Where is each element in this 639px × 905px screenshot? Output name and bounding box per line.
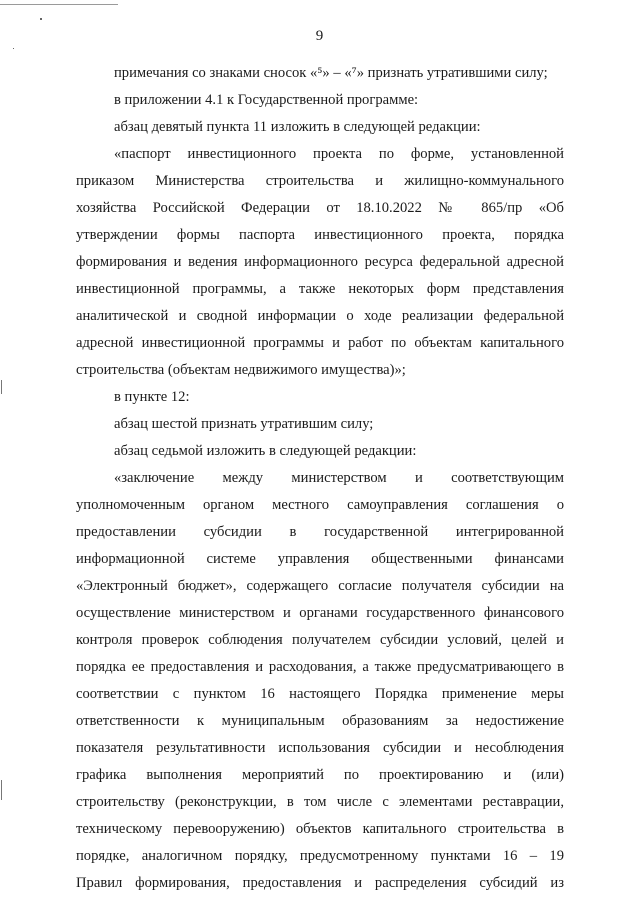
text-line: соответствии с пунктом 16 настоящего Порядка применение меры	[76, 686, 564, 702]
text-line: утверждении формы паспорта инвестиционного проекта, порядка	[76, 227, 564, 243]
left-margin-mark	[1, 780, 2, 800]
text-line: предоставлении субсидии в государственной интегрированной	[76, 524, 564, 540]
text-line: в пункте 12:	[114, 389, 190, 405]
text-line: техническому перевооружению) объектов капитального строительства в	[76, 821, 564, 837]
text-line: абзац седьмой изложить в следующей редакции:	[114, 443, 417, 459]
text-line: Правил формирования, предоставления и распределения субсидий из	[76, 875, 564, 891]
text-line: приказом Министерства строительства и жилищно-коммунального	[76, 173, 564, 189]
text-line: адресной инвестиционной программы и работ по объектам капитального	[76, 335, 564, 351]
text-line: строительства (объектам недвижимого имущества)»;	[76, 362, 406, 378]
document-body	[76, 60, 564, 897]
text-line: графика выполнения мероприятий по проектированию и (или)	[76, 767, 564, 783]
scan-speck	[13, 48, 14, 49]
text-line: порядка ее предоставления и расходования, а также предусматривающего в	[76, 659, 564, 675]
text-line: аналитической и сводной информации о ходе реализации федеральной	[76, 308, 564, 324]
text-line: информационной системе управления общественными финансами	[76, 551, 564, 567]
page-number: 9	[315, 28, 324, 44]
text-line: «заключение между министерством и соответствующим	[114, 470, 564, 486]
text-line: «паспорт инвестиционного проекта по форме, установленной	[114, 146, 564, 162]
text-line: строительству (реконструкции, в том числе с элементами реставрации,	[76, 794, 564, 810]
text-line: контроля проверок соблюдения получателем субсидии условий, целей и	[76, 632, 564, 648]
scan-speck	[40, 18, 42, 20]
text-line: абзац шестой признать утратившим силу;	[114, 416, 374, 432]
text-line: в приложении 4.1 к Государственной программе:	[114, 92, 419, 108]
text-line: примечания со знаками сносок «⁵» – «⁷» признать утратившими силу;	[114, 65, 548, 81]
text-line: порядке, аналогичном порядку, предусмотренному пунктами 16 – 19	[76, 848, 564, 864]
text-line: ответственности к муниципальным образованиям за недостижение	[76, 713, 564, 729]
text-line: хозяйства Российской Федерации от 18.10.2022 № 865/пр «Об	[76, 200, 564, 216]
text-line: формирования и ведения информационного ресурса федеральной адресной	[76, 254, 564, 270]
left-margin-mark	[1, 380, 2, 394]
text-line: инвестиционной программы, а также некоторых форм представления	[76, 281, 564, 297]
text-line: осуществление министерством и органами государственного финансового	[76, 605, 564, 621]
text-line: уполномоченным органом местного самоуправления соглашения о	[76, 497, 564, 513]
text-line: показателя результативности использования субсидии и несоблюдения	[76, 740, 564, 756]
top-scan-rule	[0, 4, 118, 5]
text-line: абзац девятый пункта 11 изложить в следующей редакции:	[114, 119, 481, 135]
text-line: «Электронный бюджет», содержащего согласие получателя субсидии на	[76, 578, 564, 594]
